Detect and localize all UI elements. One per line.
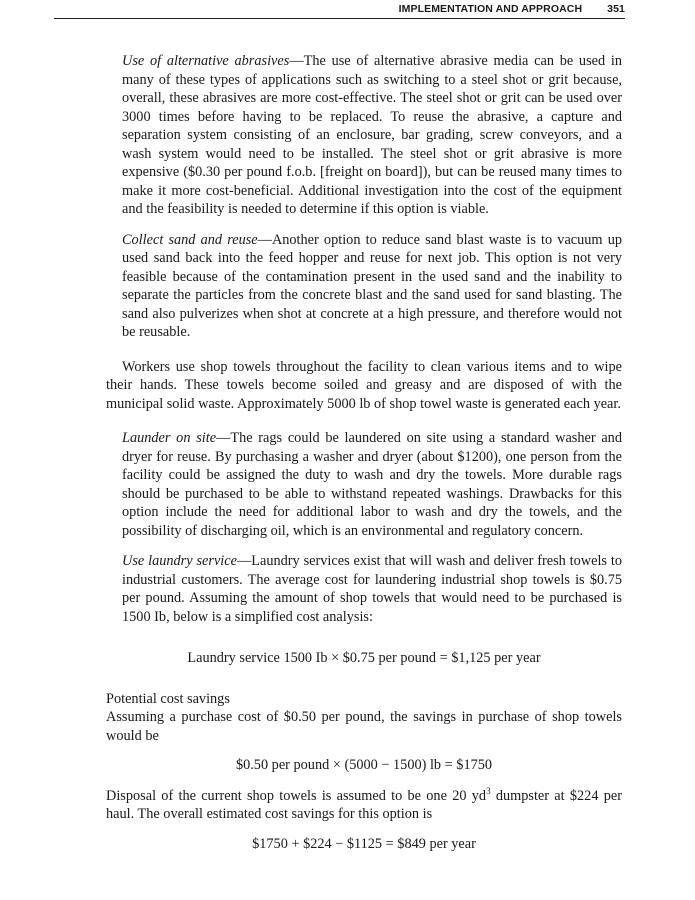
paragraph-disposal: Disposal of the current shop towels is assumed to be one 20 $yd^3$ dumpster at $224 per haul. The overall estimated cost savings for this option is <box>106 785 623 822</box>
run-in-heading: Collect sand and reuse <box>122 231 258 248</box>
paragraph-laundry-service: Use laundry service—Laundry services exist that will wash and deliver fresh towels to industrial customers. The average cost for laundering industrial shop towels is $0.75 per pound. Assuming the amount of shop towels that would need to be purchased is 1500 Ib, below is a simplified cost analysis: <box>122 553 623 625</box>
page-number: 351 <box>607 3 625 15</box>
run-in-heading: Use of alternative abrasives <box>122 53 290 69</box>
paragraph-launder-on-site: Launder on site—The rags could be laundered on site using a standard washer and dryer for reuse. By purchasing a washer and dryer (about $1200), one person from the facility could be assigned the duty to wash and dry the towels. More durable rags should be purchased to be able to withstand repeated washings. Drawbacks for this option include the need for additional labor to wash and dry the towels, and the possibility of discharging oil, which is an environmental and regulatory concern. <box>122 430 622 539</box>
equation-total-savings: $1750 + $224 − $1125 = $849 per year <box>252 835 476 852</box>
paragraph-alternative-abrasives: Use of alternative abrasives—The use of alternative abrasive media can be used in many of these types of applications such as switching to a steel shot or grit because, overall, these abrasives are more cost-effective. The steel shot or grit can be used over 3000 times before having to be replaced. To reuse the abrasive, a capture and separation system consisting of an enclosure, bar grading, screw conveyors, and a wash system would need to be installed. The steel shot or grit abrasive is more expensive ($0.30 per pound f.o.b. [freight on board]), but can be reused many times to make it more cost-beneficial. Additional investigation into the cost of the equipment and the feasibility is needed to determine if this option is viable. <box>122 53 623 217</box>
paragraph-assuming: Assuming a purchase cost of $0.50 per pound, the savings in purchase of shop towels would be <box>106 709 622 744</box>
heading-potential-cost-savings: Potential cost savings <box>106 690 230 707</box>
running-header <box>54 3 625 19</box>
run-in-heading: Use laundry service <box>122 553 237 569</box>
page-body <box>106 52 622 853</box>
equation-purchase-savings: $0.50 per pound × (5000 − 1500) lb = $1750 <box>235 757 493 773</box>
paragraph-collect-sand: Collect sand and reuse—Another option to reduce sand blast waste is to vacuum up used sand back into the feed hopper and reuse for next job. This option is not very feasible because of the contamination present in the used sand and the inability to separate the particles from the concrete blast and the sand used for sand blasting. The sand also pulverizes when shot at concrete at a high pressure, and therefore would not be reusable. <box>122 231 622 340</box>
equation-laundry-cost: Laundry service 1500 Ib × $0.75 per pound = $1,125 per year <box>187 650 541 666</box>
paragraph-workers: Workers use shop towels throughout the facility to clean various items and to wipe their hands. These towels become soiled and greasy and are disposed of with the municipal solid waste. Approximately 5000 lb of shop towel waste is generated each year. <box>106 358 622 412</box>
run-in-heading: Launder on site <box>122 430 217 446</box>
chapter-title: IMPLEMENTATION AND APPROACH <box>398 3 583 15</box>
